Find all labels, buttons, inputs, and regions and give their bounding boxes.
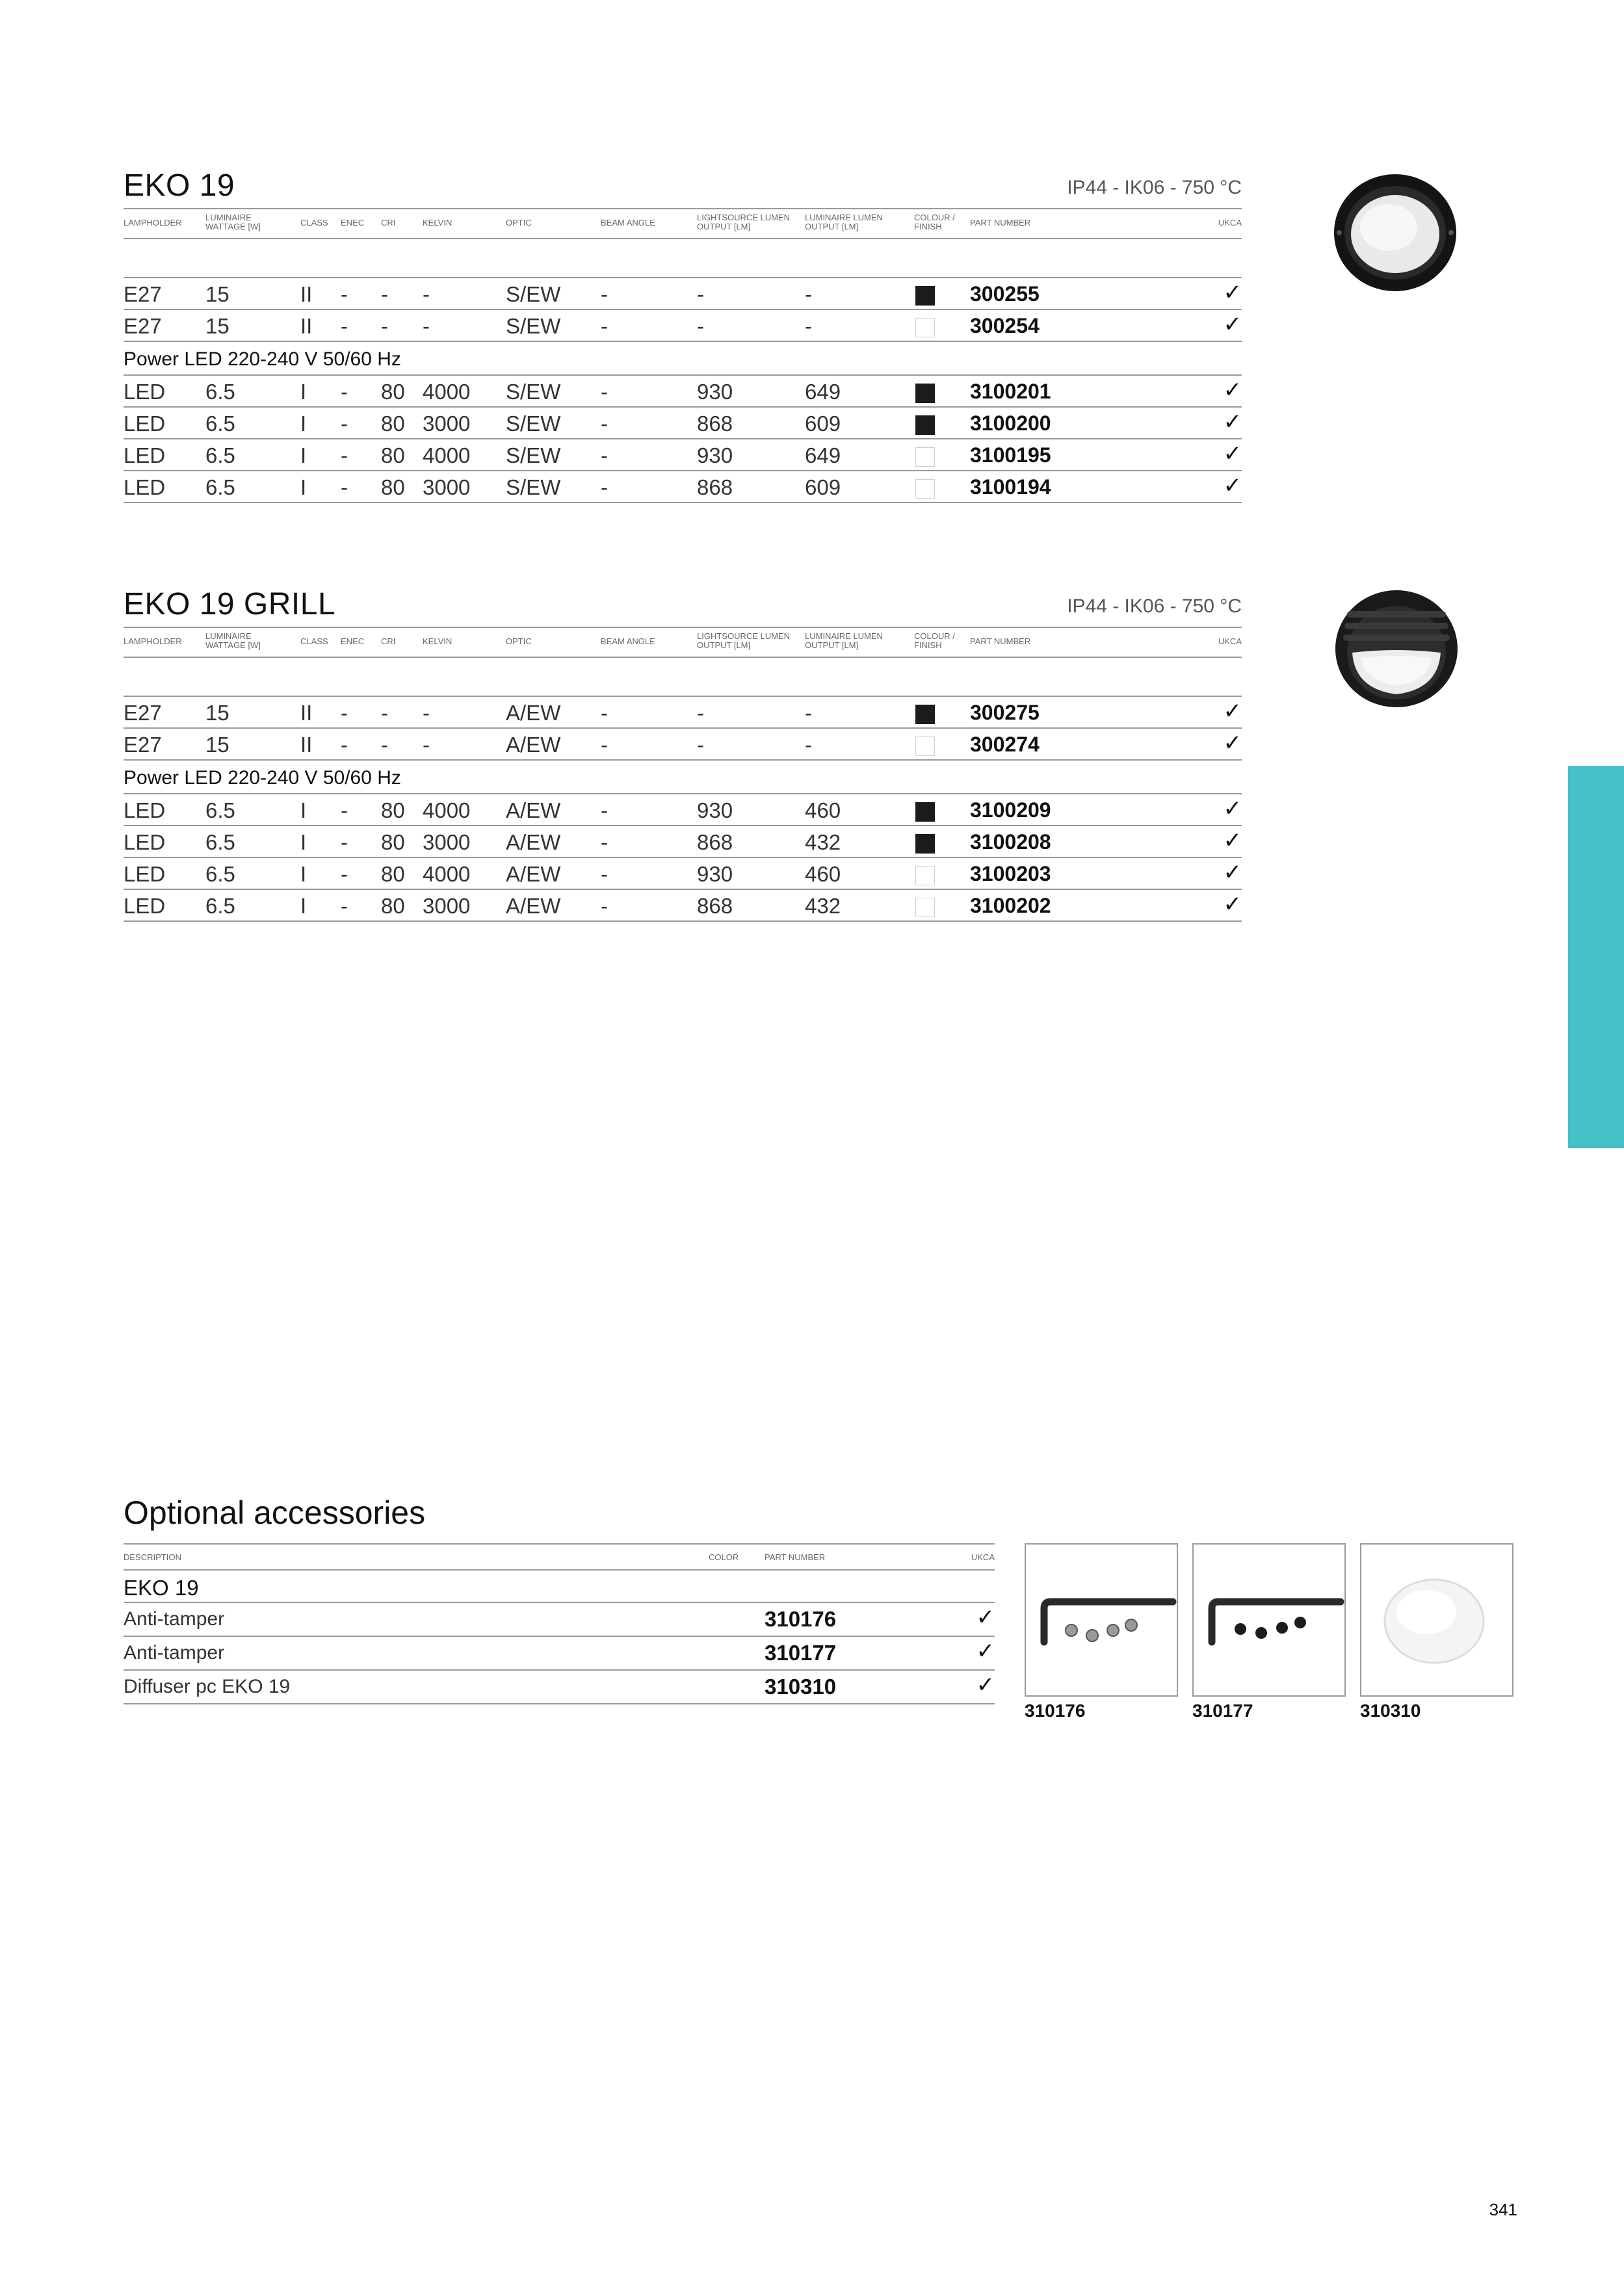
- enec-cell: -: [341, 701, 348, 725]
- accessory-description: Anti-tamper: [124, 1642, 225, 1663]
- enec-cell: -: [341, 475, 348, 499]
- table-row: [124, 729, 1242, 761]
- lum-lumen-cell: -: [805, 314, 812, 338]
- wattage-cell: 6.5: [205, 411, 235, 436]
- accessories-title: Optional accessories: [124, 1494, 426, 1531]
- accessory-part-number: 310177: [765, 1641, 837, 1665]
- kelvin-cell: -: [423, 314, 430, 338]
- thumbnail-label: 310176: [1025, 1701, 1086, 1721]
- cri-cell: 80: [381, 830, 405, 854]
- beam-angle-cell: -: [601, 443, 608, 467]
- optic-cell: A/EW: [506, 701, 561, 725]
- optic-cell: S/EW: [506, 282, 561, 306]
- ukca-check-icon: ✓: [1223, 892, 1242, 917]
- beam-angle-cell: -: [601, 894, 608, 918]
- wattage-cell: 6.5: [205, 830, 235, 854]
- cri-cell: 80: [381, 380, 405, 404]
- class-cell: II: [300, 282, 313, 306]
- lampholder-cell: LED: [124, 380, 166, 404]
- accessory-description: Diffuser pc EKO 19: [124, 1676, 291, 1697]
- lum-lumen-cell: 432: [805, 894, 841, 918]
- finish-swatch-black: [915, 384, 935, 403]
- hdr-beam-angle: BEAM ANGLE: [601, 218, 655, 228]
- beam-angle-cell: -: [601, 798, 608, 822]
- wattage-cell: 6.5: [205, 894, 235, 918]
- class-cell: I: [300, 443, 307, 467]
- wattage-cell: 15: [205, 314, 229, 338]
- optic-cell: A/EW: [506, 894, 561, 918]
- ukca-check-icon: ✓: [1223, 378, 1242, 402]
- part-number-cell: 3100208: [970, 830, 1051, 854]
- hdr-class: CLASS: [300, 218, 328, 228]
- lampholder-cell: LED: [124, 443, 166, 467]
- enec-cell: -: [341, 830, 348, 854]
- finish-swatch-black: [915, 286, 935, 306]
- beam-angle-cell: -: [601, 733, 608, 757]
- wattage-cell: 6.5: [205, 862, 235, 886]
- ukca-check-icon: ✓: [1223, 828, 1242, 853]
- optic-cell: S/EW: [506, 475, 561, 499]
- hdr-ukca: UKCA: [1218, 636, 1242, 646]
- wattage-cell: 6.5: [205, 475, 235, 499]
- optic-cell: A/EW: [506, 798, 561, 822]
- ls-lumen-cell: 930: [697, 380, 733, 404]
- lum-lumen-cell: 460: [805, 798, 841, 822]
- table-row: [124, 408, 1242, 439]
- enec-cell: -: [341, 443, 348, 467]
- accessory-part-number: 310176: [765, 1607, 837, 1631]
- enec-cell: -: [341, 282, 348, 306]
- thumbnail-310177: [1192, 1543, 1346, 1697]
- wattage-cell: 15: [205, 701, 229, 725]
- table-row: [124, 890, 1242, 922]
- lampholder-cell: E27: [124, 282, 162, 306]
- enec-cell: -: [341, 380, 348, 404]
- ukca-check-icon: ✓: [1223, 441, 1242, 466]
- optic-cell: A/EW: [506, 830, 561, 854]
- cri-cell: 80: [381, 798, 405, 822]
- spacer-row: [124, 238, 1242, 278]
- thumbnail-label: 310310: [1360, 1701, 1421, 1721]
- group-label: Power LED 220-240 V 50/60 Hz: [124, 348, 401, 370]
- accessory-row: [124, 1671, 995, 1704]
- optic-cell: A/EW: [506, 733, 561, 757]
- ls-lumen-cell: -: [697, 282, 704, 306]
- finish-swatch-white: [915, 737, 935, 756]
- cri-cell: 80: [381, 443, 405, 467]
- wattage-cell: 6.5: [205, 798, 235, 822]
- finish-swatch-black: [915, 802, 935, 822]
- hdr-part-number: PART NUMBER: [765, 1552, 826, 1562]
- cri-cell: -: [381, 314, 388, 338]
- table-row: [124, 858, 1242, 890]
- lampholder-cell: LED: [124, 862, 166, 886]
- section-rating: IP44 - IK06 - 750 °C: [1067, 177, 1242, 198]
- lum-lumen-cell: 460: [805, 862, 841, 886]
- optic-cell: S/EW: [506, 443, 561, 467]
- accessories-header: [124, 1543, 995, 1571]
- lum-lumen-cell: 432: [805, 830, 841, 854]
- part-number-cell: 3100201: [970, 380, 1051, 403]
- beam-angle-cell: -: [601, 475, 608, 499]
- ukca-check-icon: ✓: [1223, 796, 1242, 821]
- class-cell: II: [300, 701, 313, 725]
- kelvin-cell: 4000: [423, 862, 471, 886]
- section-eko19: [124, 168, 1242, 519]
- enec-cell: -: [341, 862, 348, 886]
- wattage-cell: 15: [205, 733, 229, 757]
- lum-lumen-cell: -: [805, 701, 812, 725]
- finish-swatch-white: [915, 898, 935, 917]
- class-cell: I: [300, 411, 307, 436]
- table-row: [124, 697, 1242, 729]
- hdr-cri: CRI: [381, 218, 396, 228]
- lum-lumen-cell: 609: [805, 475, 841, 499]
- thumbnail-label: 310177: [1192, 1701, 1253, 1721]
- optic-cell: S/EW: [506, 380, 561, 404]
- table-row: [124, 310, 1242, 342]
- kelvin-cell: -: [423, 701, 430, 725]
- kelvin-cell: 4000: [423, 443, 471, 467]
- cri-cell: 80: [381, 411, 405, 436]
- beam-angle-cell: -: [601, 830, 608, 854]
- lampholder-cell: LED: [124, 830, 166, 854]
- table-row: [124, 439, 1242, 471]
- ukca-check-icon: ✓: [976, 1605, 995, 1630]
- ukca-check-icon: ✓: [1223, 312, 1242, 337]
- hdr-description: DESCRIPTION: [124, 1552, 181, 1562]
- kelvin-cell: -: [423, 282, 430, 306]
- finish-swatch-white: [915, 318, 935, 337]
- ls-lumen-cell: 868: [697, 894, 733, 918]
- white-diffuser-icon: [1361, 1545, 1512, 1695]
- wattage-cell: 6.5: [205, 380, 235, 404]
- ls-lumen-cell: 868: [697, 830, 733, 854]
- hdr-enec: ENEC: [341, 218, 365, 228]
- lum-lumen-cell: 649: [805, 443, 841, 467]
- kelvin-cell: 3000: [423, 830, 471, 854]
- accessories-group-row: [124, 1569, 995, 1603]
- thumbnail-310310: [1360, 1543, 1513, 1697]
- ukca-check-icon: ✓: [1223, 731, 1242, 755]
- ls-lumen-cell: 930: [697, 862, 733, 886]
- cri-cell: 80: [381, 894, 405, 918]
- allen-key-black-screws-icon: [1194, 1545, 1344, 1695]
- lampholder-cell: E27: [124, 314, 162, 338]
- beam-angle-cell: -: [601, 411, 608, 436]
- table-row: [124, 376, 1242, 408]
- ls-lumen-cell: 868: [697, 411, 733, 436]
- cri-cell: 80: [381, 862, 405, 886]
- lampholder-cell: LED: [124, 798, 166, 822]
- lampholder-cell: LED: [124, 411, 166, 436]
- hdr-cri: CRI: [381, 636, 396, 646]
- kelvin-cell: 4000: [423, 798, 471, 822]
- ukca-check-icon: ✓: [1223, 699, 1242, 724]
- part-number-cell: 3100202: [970, 894, 1051, 917]
- accessories-group-label: EKO 19: [124, 1576, 199, 1600]
- ls-lumen-cell: 930: [697, 443, 733, 467]
- enec-cell: -: [341, 798, 348, 822]
- finish-swatch-black: [915, 834, 935, 854]
- hdr-lum-lumen: LUMINAIRE LUMEN OUTPUT [LM]: [805, 213, 883, 231]
- cri-cell: -: [381, 282, 388, 306]
- finish-swatch-white: [915, 447, 935, 467]
- hdr-color: COLOR: [709, 1552, 739, 1562]
- ukca-check-icon: ✓: [1223, 860, 1242, 885]
- ls-lumen-cell: -: [697, 314, 704, 338]
- enec-cell: -: [341, 894, 348, 918]
- part-number-cell: 3100195: [970, 443, 1051, 467]
- table-row: [124, 794, 1242, 826]
- section-title: EKO 19: [124, 168, 235, 203]
- finish-swatch-black: [915, 415, 935, 435]
- class-cell: II: [300, 733, 313, 757]
- table-row: [124, 471, 1242, 503]
- hdr-lampholder: LAMPHOLDER: [124, 636, 182, 646]
- table-row: [124, 278, 1242, 310]
- kelvin-cell: 3000: [423, 475, 471, 499]
- class-cell: I: [300, 380, 307, 404]
- hdr-ukca: UKCA: [1218, 218, 1242, 228]
- part-number-cell: 300274: [970, 733, 1040, 756]
- class-cell: I: [300, 798, 307, 822]
- finish-swatch-white: [915, 866, 935, 885]
- hdr-ls-lumen: LIGHTSOURCE LUMEN OUTPUT [LM]: [697, 631, 791, 650]
- lum-lumen-cell: -: [805, 282, 812, 306]
- part-number-cell: 300254: [970, 314, 1040, 337]
- cri-cell: -: [381, 733, 388, 757]
- wattage-cell: 15: [205, 282, 229, 306]
- class-cell: I: [300, 862, 307, 886]
- hdr-part-number: PART NUMBER: [970, 218, 1031, 228]
- allen-key-silver-screws-icon: [1026, 1545, 1177, 1695]
- thumbnail-310176: [1025, 1543, 1178, 1697]
- lum-lumen-cell: -: [805, 733, 812, 757]
- lampholder-cell: LED: [124, 475, 166, 499]
- part-number-cell: 3100200: [970, 411, 1051, 435]
- spacer-row: [124, 657, 1242, 697]
- finish-swatch-white: [915, 479, 935, 499]
- hdr-class: CLASS: [300, 636, 328, 646]
- eko19-oval-lamp-image: [1330, 170, 1460, 295]
- hdr-colour: COLOUR / FINISH: [914, 631, 955, 650]
- hdr-enec: ENEC: [341, 636, 365, 646]
- accessory-part-number: 310310: [765, 1675, 837, 1699]
- hdr-wattage: LUMINAIRE WATTAGE [W]: [205, 631, 261, 650]
- ukca-check-icon: ✓: [1223, 280, 1242, 305]
- part-number-cell: 300275: [970, 701, 1040, 724]
- section-rating: IP44 - IK06 - 750 °C: [1067, 595, 1242, 617]
- hdr-lampholder: LAMPHOLDER: [124, 218, 182, 228]
- ukca-check-icon: ✓: [976, 1673, 995, 1697]
- beam-angle-cell: -: [601, 380, 608, 404]
- hdr-ls-lumen: LIGHTSOURCE LUMEN OUTPUT [LM]: [697, 213, 791, 231]
- kelvin-cell: -: [423, 733, 430, 757]
- lum-lumen-cell: 609: [805, 411, 841, 436]
- beam-angle-cell: -: [601, 701, 608, 725]
- eko19-grill-lamp-image: [1333, 585, 1460, 712]
- table-header: [124, 208, 1242, 239]
- kelvin-cell: 3000: [423, 411, 471, 436]
- ls-lumen-cell: 868: [697, 475, 733, 499]
- hdr-optic: OPTIC: [506, 218, 532, 228]
- ls-lumen-cell: 930: [697, 798, 733, 822]
- section-accent-tab: [1568, 766, 1624, 1148]
- wattage-cell: 6.5: [205, 443, 235, 467]
- section-eko19-grill: [124, 586, 1242, 937]
- class-cell: II: [300, 314, 313, 338]
- cri-cell: -: [381, 701, 388, 725]
- lampholder-cell: E27: [124, 733, 162, 757]
- hdr-optic: OPTIC: [506, 636, 532, 646]
- ls-lumen-cell: -: [697, 733, 704, 757]
- kelvin-cell: 4000: [423, 380, 471, 404]
- hdr-beam-angle: BEAM ANGLE: [601, 636, 655, 646]
- table-header: [124, 627, 1242, 658]
- hdr-kelvin: KELVIN: [423, 636, 452, 646]
- accessory-row: [124, 1603, 995, 1637]
- group-label: Power LED 220-240 V 50/60 Hz: [124, 767, 401, 789]
- optic-cell: S/EW: [506, 411, 561, 436]
- class-cell: I: [300, 894, 307, 918]
- group-label-row: [124, 761, 1242, 794]
- beam-angle-cell: -: [601, 314, 608, 338]
- lampholder-cell: E27: [124, 701, 162, 725]
- ukca-check-icon: ✓: [976, 1639, 995, 1663]
- accessory-description: Anti-tamper: [124, 1608, 225, 1630]
- enec-cell: -: [341, 314, 348, 338]
- page-number: 341: [1489, 2200, 1517, 2219]
- ukca-check-icon: ✓: [1223, 410, 1242, 434]
- optic-cell: S/EW: [506, 314, 561, 338]
- part-number-cell: 300255: [970, 282, 1040, 306]
- cri-cell: 80: [381, 475, 405, 499]
- lum-lumen-cell: 649: [805, 380, 841, 404]
- lampholder-cell: LED: [124, 894, 166, 918]
- hdr-kelvin: KELVIN: [423, 218, 452, 228]
- table-row: [124, 826, 1242, 858]
- section-title: EKO 19 GRILL: [124, 587, 336, 621]
- kelvin-cell: 3000: [423, 894, 471, 918]
- accessory-row: [124, 1637, 995, 1671]
- part-number-cell: 3100203: [970, 862, 1051, 885]
- hdr-ukca: UKCA: [971, 1552, 995, 1562]
- ukca-check-icon: ✓: [1223, 473, 1242, 498]
- finish-swatch-black: [915, 705, 935, 724]
- enec-cell: -: [341, 733, 348, 757]
- hdr-wattage: LUMINAIRE WATTAGE [W]: [205, 213, 261, 231]
- beam-angle-cell: -: [601, 282, 608, 306]
- enec-cell: -: [341, 411, 348, 436]
- part-number-cell: 3100209: [970, 798, 1051, 822]
- ls-lumen-cell: -: [697, 701, 704, 725]
- part-number-cell: 3100194: [970, 475, 1051, 499]
- optic-cell: A/EW: [506, 862, 561, 886]
- hdr-lum-lumen: LUMINAIRE LUMEN OUTPUT [LM]: [805, 631, 883, 650]
- beam-angle-cell: -: [601, 862, 608, 886]
- class-cell: I: [300, 830, 307, 854]
- hdr-part-number: PART NUMBER: [970, 636, 1031, 646]
- class-cell: I: [300, 475, 307, 499]
- group-label-row: [124, 342, 1242, 376]
- hdr-colour: COLOUR / FINISH: [914, 213, 955, 231]
